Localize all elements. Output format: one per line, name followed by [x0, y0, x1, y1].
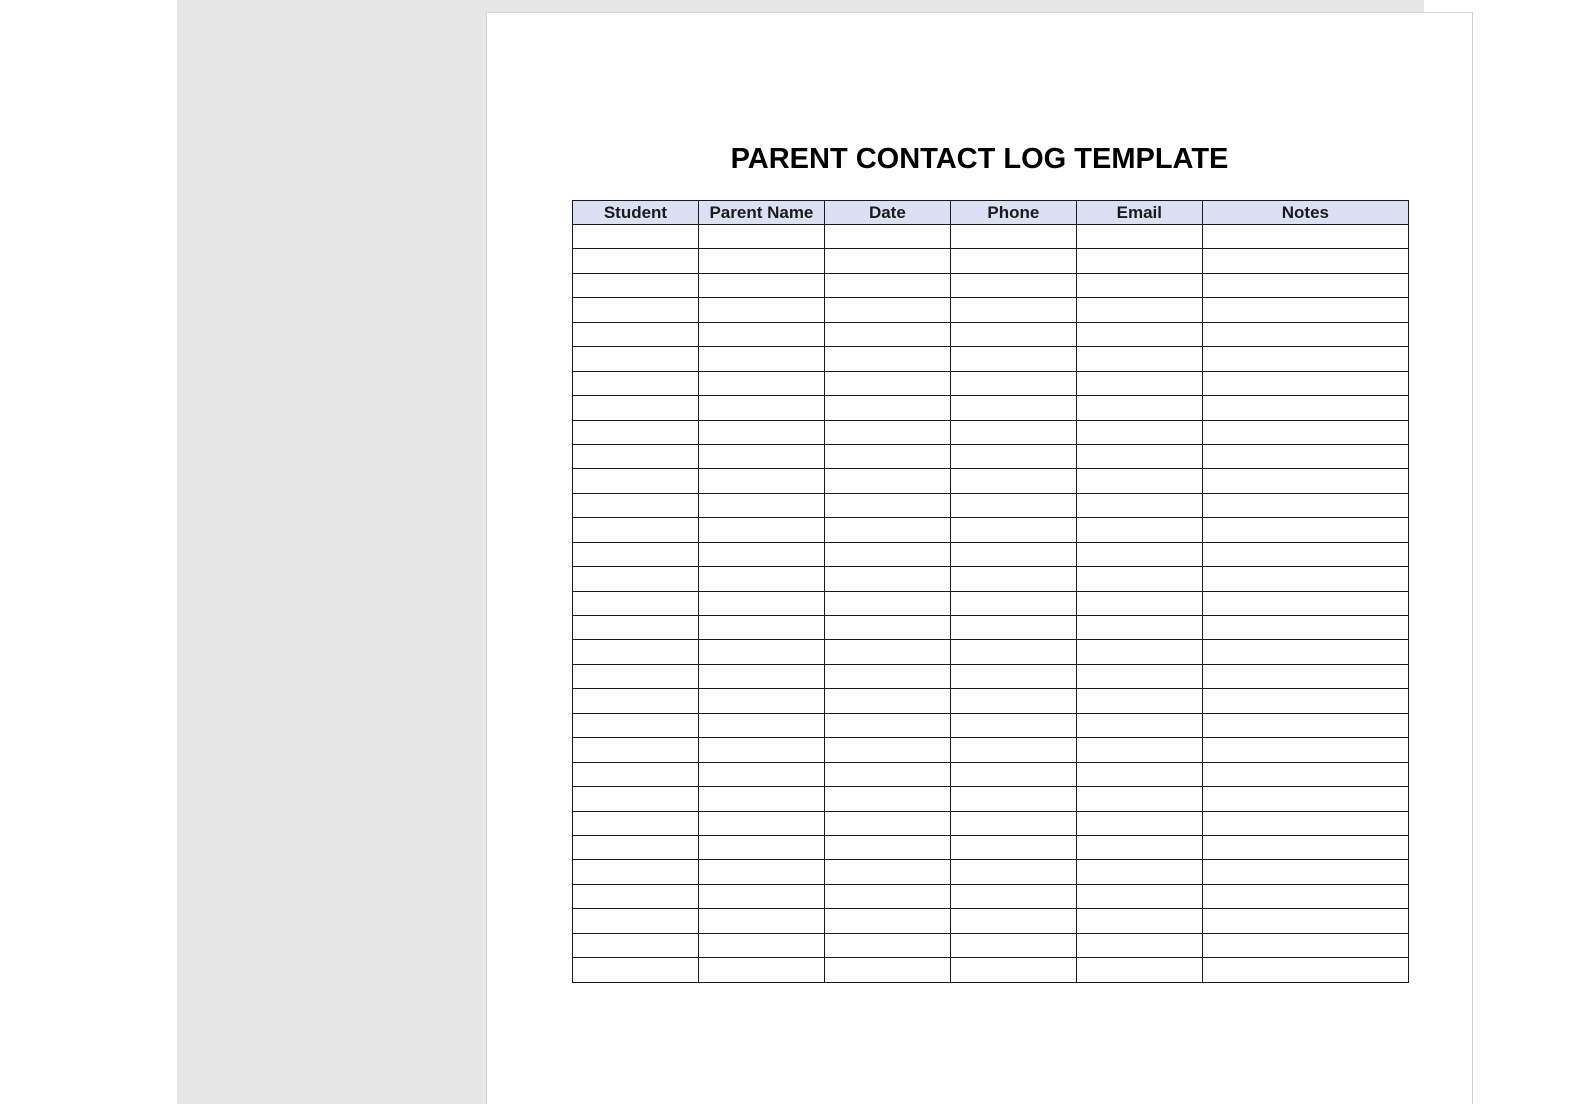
table-row — [573, 616, 1409, 640]
table-cell-phone[interactable] — [950, 958, 1076, 982]
column-header-phone: Phone — [950, 201, 1076, 225]
table-cell-email[interactable] — [1076, 835, 1202, 859]
table-row — [573, 909, 1409, 933]
table-cell-notes[interactable] — [1202, 542, 1408, 566]
table-cell-student[interactable] — [573, 469, 699, 493]
table-cell-parent-name[interactable] — [698, 371, 824, 395]
table-cell-student[interactable] — [573, 616, 699, 640]
table-cell-student[interactable] — [573, 664, 699, 688]
table-row — [573, 664, 1409, 688]
table-cell-notes[interactable] — [1202, 689, 1408, 713]
table-cell-date[interactable] — [824, 664, 950, 688]
table-cell-date[interactable] — [824, 860, 950, 884]
table-cell-date[interactable] — [824, 347, 950, 371]
table-cell-phone[interactable] — [950, 469, 1076, 493]
table-cell-parent-name[interactable] — [698, 469, 824, 493]
table-cell-student[interactable] — [573, 542, 699, 566]
table-cell-phone[interactable] — [950, 444, 1076, 468]
table-row — [573, 469, 1409, 493]
table-cell-parent-name[interactable] — [698, 811, 824, 835]
contact-log-table — [572, 200, 1409, 983]
table-cell-email[interactable] — [1076, 884, 1202, 908]
table-row — [573, 420, 1409, 444]
table-cell-phone[interactable] — [950, 493, 1076, 517]
table-cell-student[interactable] — [573, 713, 699, 737]
table-cell-phone[interactable] — [950, 933, 1076, 957]
table-cell-parent-name[interactable] — [698, 542, 824, 566]
table-cell-phone[interactable] — [950, 542, 1076, 566]
table-cell-student[interactable] — [573, 567, 699, 591]
table-cell-email[interactable] — [1076, 811, 1202, 835]
table-cell-phone[interactable] — [950, 371, 1076, 395]
table-row — [573, 591, 1409, 615]
table-cell-phone[interactable] — [950, 909, 1076, 933]
table-cell-phone[interactable] — [950, 591, 1076, 615]
table-row — [573, 567, 1409, 591]
table-cell-parent-name[interactable] — [698, 664, 824, 688]
table-row — [573, 225, 1409, 249]
table-cell-notes[interactable] — [1202, 249, 1408, 273]
table-cell-phone[interactable] — [950, 567, 1076, 591]
table-cell-phone[interactable] — [950, 225, 1076, 249]
table-cell-email[interactable] — [1076, 542, 1202, 566]
table-cell-email[interactable] — [1076, 713, 1202, 737]
table-cell-student[interactable] — [573, 518, 699, 542]
table-cell-student[interactable] — [573, 273, 699, 297]
table-row — [573, 371, 1409, 395]
table-row — [573, 958, 1409, 982]
table-cell-phone[interactable] — [950, 811, 1076, 835]
table-cell-parent-name[interactable] — [698, 933, 824, 957]
table-cell-email[interactable] — [1076, 371, 1202, 395]
page-title: PARENT CONTACT LOG TEMPLATE — [730, 143, 1229, 175]
table-cell-phone[interactable] — [950, 787, 1076, 811]
table-cell-notes[interactable] — [1202, 322, 1408, 346]
table-cell-date[interactable] — [824, 469, 950, 493]
table-row — [573, 762, 1409, 786]
table-cell-notes[interactable] — [1202, 933, 1408, 957]
table-cell-notes[interactable] — [1202, 518, 1408, 542]
table-row — [573, 884, 1409, 908]
table-cell-email[interactable] — [1076, 347, 1202, 371]
table-cell-student[interactable] — [573, 396, 699, 420]
table-cell-phone[interactable] — [950, 640, 1076, 664]
table-cell-phone[interactable] — [950, 396, 1076, 420]
table-row — [573, 273, 1409, 297]
table-cell-date[interactable] — [824, 787, 950, 811]
table-cell-date[interactable] — [824, 396, 950, 420]
table-cell-student[interactable] — [573, 689, 699, 713]
table-cell-notes[interactable] — [1202, 444, 1408, 468]
table-cell-student[interactable] — [573, 249, 699, 273]
table-row — [573, 298, 1409, 322]
table-row — [573, 860, 1409, 884]
table-cell-parent-name[interactable] — [698, 689, 824, 713]
table-cell-email[interactable] — [1076, 225, 1202, 249]
table-cell-email[interactable] — [1076, 444, 1202, 468]
table-cell-student[interactable] — [573, 835, 699, 859]
table-cell-phone[interactable] — [950, 713, 1076, 737]
table-cell-notes[interactable] — [1202, 225, 1408, 249]
table-cell-date[interactable] — [824, 249, 950, 273]
table-cell-notes[interactable] — [1202, 958, 1408, 982]
document-viewer-background — [177, 0, 1424, 1104]
table-cell-date[interactable] — [824, 420, 950, 444]
table-cell-email[interactable] — [1076, 591, 1202, 615]
table-cell-email[interactable] — [1076, 664, 1202, 688]
table-cell-phone[interactable] — [950, 322, 1076, 346]
table-cell-date[interactable] — [824, 884, 950, 908]
table-row — [573, 518, 1409, 542]
table-cell-parent-name[interactable] — [698, 322, 824, 346]
table-cell-student[interactable] — [573, 493, 699, 517]
table-cell-student[interactable] — [573, 860, 699, 884]
table-cell-student[interactable] — [573, 958, 699, 982]
table-row — [573, 322, 1409, 346]
table-cell-parent-name[interactable] — [698, 298, 824, 322]
table-cell-parent-name[interactable] — [698, 225, 824, 249]
table-cell-notes[interactable] — [1202, 762, 1408, 786]
table-cell-notes[interactable] — [1202, 787, 1408, 811]
table-cell-email[interactable] — [1076, 493, 1202, 517]
table-cell-parent-name[interactable] — [698, 884, 824, 908]
table-cell-phone[interactable] — [950, 835, 1076, 859]
table-cell-parent-name[interactable] — [698, 567, 824, 591]
table-row — [573, 396, 1409, 420]
table-cell-parent-name[interactable] — [698, 738, 824, 762]
table-cell-notes[interactable] — [1202, 371, 1408, 395]
column-header-student: Student — [573, 201, 699, 225]
table-cell-email[interactable] — [1076, 616, 1202, 640]
table-cell-date[interactable] — [824, 518, 950, 542]
table-cell-date[interactable] — [824, 542, 950, 566]
table-cell-student[interactable] — [573, 640, 699, 664]
table-cell-student[interactable] — [573, 738, 699, 762]
table-cell-phone[interactable] — [950, 884, 1076, 908]
table-cell-parent-name[interactable] — [698, 909, 824, 933]
table-cell-date[interactable] — [824, 225, 950, 249]
table-cell-student[interactable] — [573, 298, 699, 322]
table-cell-phone[interactable] — [950, 738, 1076, 762]
table-cell-date[interactable] — [824, 322, 950, 346]
table-cell-student[interactable] — [573, 225, 699, 249]
table-cell-student[interactable] — [573, 347, 699, 371]
table-cell-student[interactable] — [573, 762, 699, 786]
table-header-row — [573, 201, 1409, 225]
table-cell-student[interactable] — [573, 444, 699, 468]
table-cell-phone[interactable] — [950, 616, 1076, 640]
table-cell-email[interactable] — [1076, 420, 1202, 444]
table-cell-date[interactable] — [824, 958, 950, 982]
table-cell-phone[interactable] — [950, 249, 1076, 273]
table-cell-notes[interactable] — [1202, 567, 1408, 591]
table-cell-date[interactable] — [824, 713, 950, 737]
table-cell-notes[interactable] — [1202, 298, 1408, 322]
table-cell-notes[interactable] — [1202, 835, 1408, 859]
table-cell-parent-name[interactable] — [698, 444, 824, 468]
table-cell-email[interactable] — [1076, 689, 1202, 713]
table-cell-email[interactable] — [1076, 322, 1202, 346]
table-body — [573, 225, 1409, 983]
table-cell-phone[interactable] — [950, 860, 1076, 884]
table-cell-date[interactable] — [824, 273, 950, 297]
table-row — [573, 347, 1409, 371]
table-cell-email[interactable] — [1076, 860, 1202, 884]
table-cell-date[interactable] — [824, 591, 950, 615]
table-cell-date[interactable] — [824, 371, 950, 395]
table-cell-notes[interactable] — [1202, 909, 1408, 933]
table-cell-notes[interactable] — [1202, 420, 1408, 444]
table-cell-parent-name[interactable] — [698, 860, 824, 884]
table-cell-email[interactable] — [1076, 909, 1202, 933]
column-header-notes: Notes — [1202, 201, 1408, 225]
table-cell-notes[interactable] — [1202, 664, 1408, 688]
table-cell-date[interactable] — [824, 738, 950, 762]
table-cell-notes[interactable] — [1202, 616, 1408, 640]
table-cell-notes[interactable] — [1202, 713, 1408, 737]
table-cell-student[interactable] — [573, 909, 699, 933]
table-row — [573, 713, 1409, 737]
table-cell-student[interactable] — [573, 322, 699, 346]
table-cell-email[interactable] — [1076, 273, 1202, 297]
table-cell-parent-name[interactable] — [698, 713, 824, 737]
table-cell-parent-name[interactable] — [698, 493, 824, 517]
table-cell-email[interactable] — [1076, 249, 1202, 273]
table-cell-phone[interactable] — [950, 298, 1076, 322]
table-cell-email[interactable] — [1076, 640, 1202, 664]
table-cell-email[interactable] — [1076, 567, 1202, 591]
table-cell-phone[interactable] — [950, 420, 1076, 444]
table-row — [573, 689, 1409, 713]
table-cell-phone[interactable] — [950, 273, 1076, 297]
table-cell-date[interactable] — [824, 567, 950, 591]
table-cell-parent-name[interactable] — [698, 273, 824, 297]
table-cell-parent-name[interactable] — [698, 420, 824, 444]
table-cell-notes[interactable] — [1202, 811, 1408, 835]
table-cell-email[interactable] — [1076, 933, 1202, 957]
table-cell-date[interactable] — [824, 933, 950, 957]
table-cell-notes[interactable] — [1202, 396, 1408, 420]
table-cell-phone[interactable] — [950, 518, 1076, 542]
table-cell-student[interactable] — [573, 933, 699, 957]
table-cell-date[interactable] — [824, 689, 950, 713]
table-cell-parent-name[interactable] — [698, 835, 824, 859]
table-row — [573, 811, 1409, 835]
table-cell-notes[interactable] — [1202, 493, 1408, 517]
table-cell-notes[interactable] — [1202, 273, 1408, 297]
table-cell-parent-name[interactable] — [698, 518, 824, 542]
table-cell-student[interactable] — [573, 591, 699, 615]
table-cell-date[interactable] — [824, 762, 950, 786]
table-cell-parent-name[interactable] — [698, 640, 824, 664]
table-cell-date[interactable] — [824, 298, 950, 322]
table-cell-notes[interactable] — [1202, 591, 1408, 615]
table-row — [573, 738, 1409, 762]
table-cell-parent-name[interactable] — [698, 616, 824, 640]
table-cell-email[interactable] — [1076, 518, 1202, 542]
table-cell-phone[interactable] — [950, 664, 1076, 688]
table-cell-email[interactable] — [1076, 787, 1202, 811]
table-cell-parent-name[interactable] — [698, 249, 824, 273]
table-row — [573, 933, 1409, 957]
table-cell-date[interactable] — [824, 835, 950, 859]
table-cell-date[interactable] — [824, 909, 950, 933]
table-cell-phone[interactable] — [950, 689, 1076, 713]
table-cell-student[interactable] — [573, 420, 699, 444]
table-row — [573, 444, 1409, 468]
table-cell-student[interactable] — [573, 371, 699, 395]
table-cell-phone[interactable] — [950, 347, 1076, 371]
column-header-parent-name: Parent Name — [698, 201, 824, 225]
table-cell-parent-name[interactable] — [698, 762, 824, 786]
table-cell-student[interactable] — [573, 884, 699, 908]
table-cell-notes[interactable] — [1202, 860, 1408, 884]
table-cell-date[interactable] — [824, 493, 950, 517]
table-cell-date[interactable] — [824, 811, 950, 835]
column-header-date: Date — [824, 201, 950, 225]
table-row — [573, 493, 1409, 517]
table-cell-date[interactable] — [824, 616, 950, 640]
table-cell-email[interactable] — [1076, 762, 1202, 786]
table-cell-date[interactable] — [824, 444, 950, 468]
table-cell-notes[interactable] — [1202, 884, 1408, 908]
table-cell-parent-name[interactable] — [698, 591, 824, 615]
table-cell-email[interactable] — [1076, 469, 1202, 493]
table-row — [573, 787, 1409, 811]
table-cell-student[interactable] — [573, 787, 699, 811]
table-row — [573, 640, 1409, 664]
table-cell-parent-name[interactable] — [698, 347, 824, 371]
table-cell-date[interactable] — [824, 640, 950, 664]
table-cell-email[interactable] — [1076, 298, 1202, 322]
table-cell-notes[interactable] — [1202, 738, 1408, 762]
table-cell-notes[interactable] — [1202, 469, 1408, 493]
table-row — [573, 249, 1409, 273]
table-cell-email[interactable] — [1076, 958, 1202, 982]
table-row — [573, 835, 1409, 859]
table-cell-parent-name[interactable] — [698, 396, 824, 420]
column-header-email: Email — [1076, 201, 1202, 225]
table-cell-student[interactable] — [573, 811, 699, 835]
document-page — [486, 12, 1473, 1104]
table-cell-parent-name[interactable] — [698, 958, 824, 982]
table-cell-notes[interactable] — [1202, 640, 1408, 664]
table-cell-email[interactable] — [1076, 396, 1202, 420]
table-cell-email[interactable] — [1076, 738, 1202, 762]
table-cell-phone[interactable] — [950, 762, 1076, 786]
table-row — [573, 542, 1409, 566]
table-cell-parent-name[interactable] — [698, 787, 824, 811]
table-cell-notes[interactable] — [1202, 347, 1408, 371]
